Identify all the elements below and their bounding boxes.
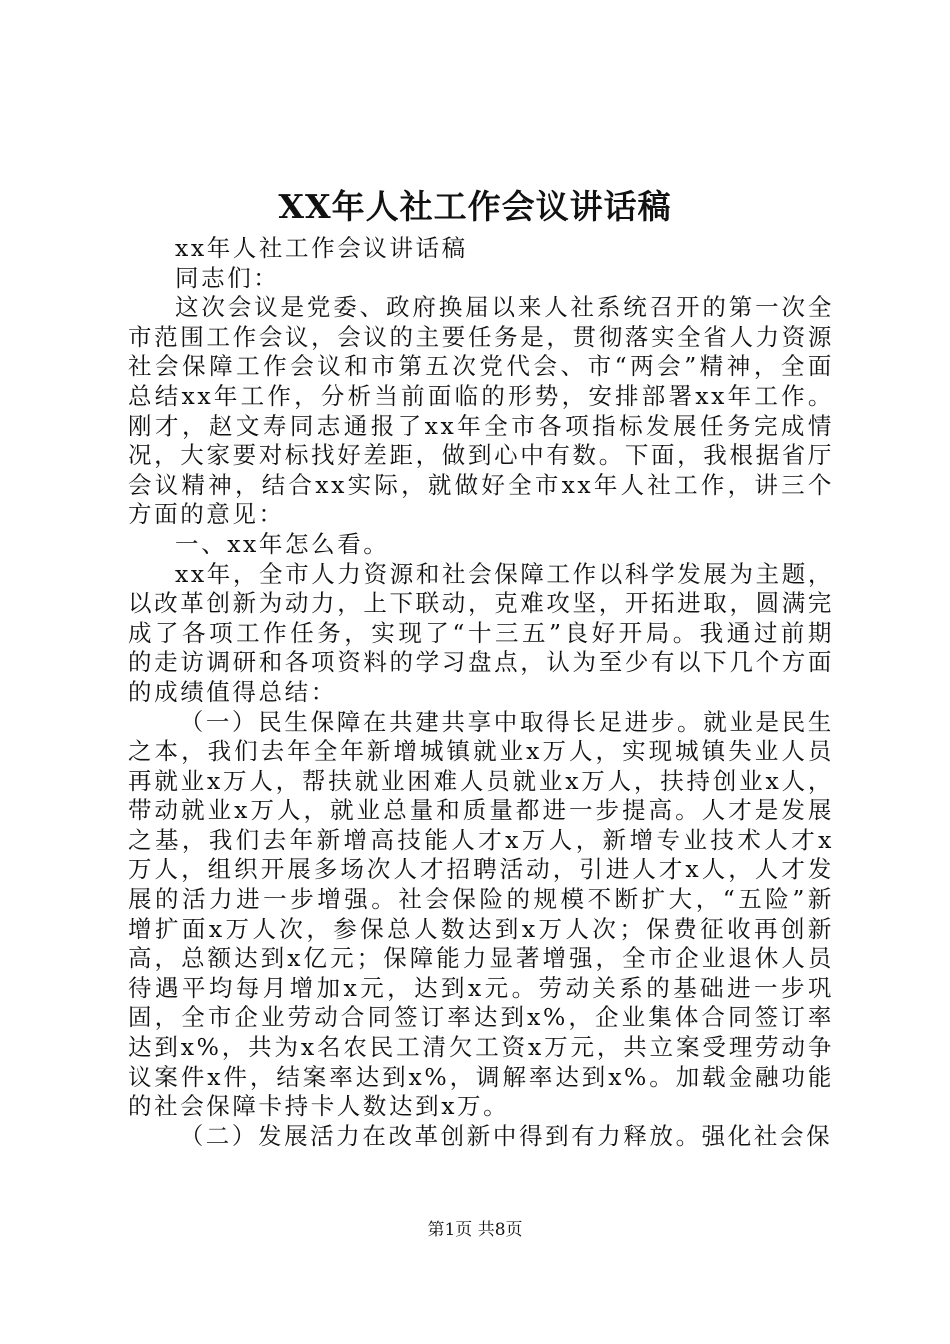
salutation-paragraph: 同志们： — [175, 263, 280, 292]
subtitle-paragraph: xx年人社工作会议讲话稿 — [175, 234, 468, 262]
section-heading: 一、xx年怎么看。 — [175, 529, 390, 558]
subsection-paragraph: （二）发展活力在改革创新中得到有力释放。强化社会保 — [179, 1121, 833, 1150]
body-paragraph: xx年，全市人力资源和社会保障工作以科学发展为主题，以改革创新为动力，上下联动，克难攻坚，开拓进取，圆满完成了各项工作任务，实现了“十三五”良好开局。我通过前期的走访调研和各项资料的学习盘点，认为至少有以下几个方面的成绩值得总结： — [128, 559, 834, 706]
page-number-footer: 第1页 共8页 — [427, 1220, 523, 1240]
document-body — [128, 234, 834, 1151]
body-paragraph: 这次会议是党委、政府换届以来人社系统召开的第一次全市范围工作会议，会议的主要任务是，贯彻落实全省人力资源社会保障工作会议和市第五次党代会、市“两会”精神，全面总结xx年工作，分析当前面临的形势，安排部署xx年工作。刚才，赵文寿同志通报了xx年全市各项指标发展任务完成情况，大家要对标找好差距，做到心中有数。下面，我根据省厅会议精神，结合xx实际，就做好全市xx年人社工作，讲三个方面的意见： — [128, 293, 834, 529]
subsection-paragraph: （一）民生保障在共建共享中取得长足进步。就业是民生之本，我们去年全年新增城镇就业x万人，实现城镇失业人员再就业x万人，帮扶就业困难人员就业x万人，扶持创业x人，带动就业x万人，就业总量和质量都进一步提高。人才是发展之基，我们去年新增高技能人才x万人，新增专业技术人才x万人，组织开展多场次人才招聘活动，引进人才x人，人才发展的活力进一步增强。社会保险的规模不断扩大，“五险”新增扩面x万人次，参保总人数达到x万人次；保费征收再创新高，总额达到x亿元；保障能力显著增强，全市企业退休人员待遇平均每月增加x元，达到x元。劳动关系的基础进一步巩固，全市企业劳动合同签订率达到x%，企业集体合同签订率达到x%，共为x名农民工清欠工资x万元，共立案受理劳动争议案件x件，结案率达到x%，调解率达到x%。加载金融功能的社会保障卡持卡人数达到x万。 — [128, 707, 834, 1121]
document-title: XX年人社工作会议讲话稿 — [278, 187, 672, 226]
